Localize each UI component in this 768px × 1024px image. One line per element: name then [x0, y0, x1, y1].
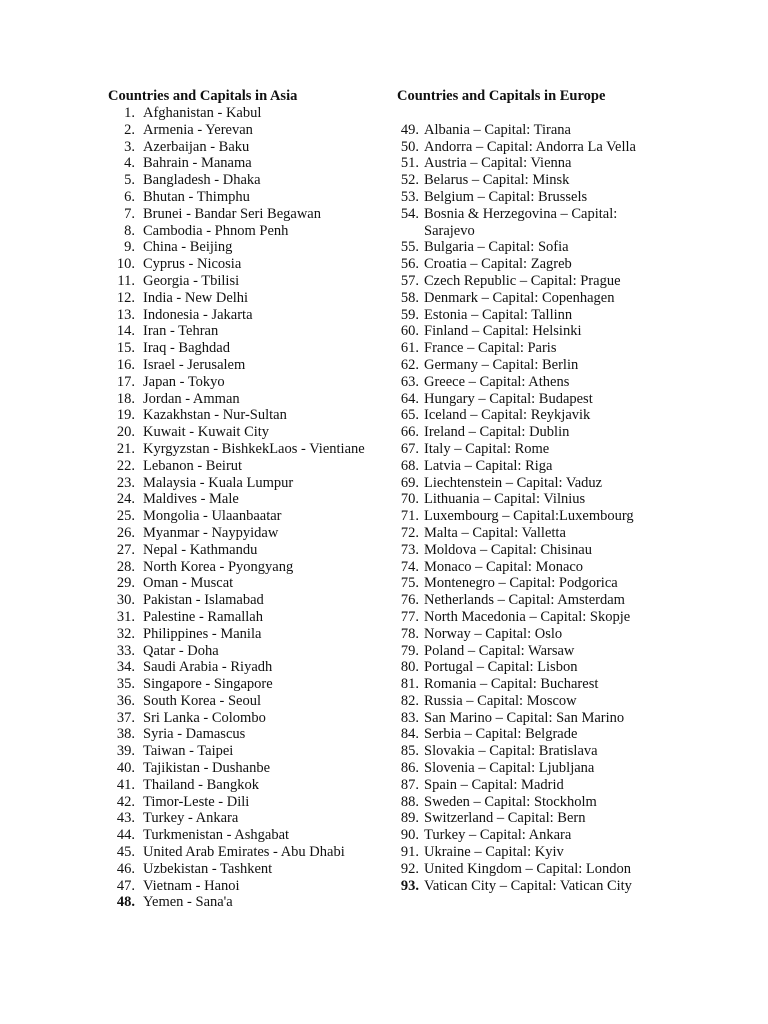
item-number: 85.: [400, 743, 419, 760]
asia-list-item: [108, 760, 393, 777]
item-number: 41.: [116, 776, 135, 793]
asia-list-item: [108, 626, 393, 643]
country-capital-text: Sweden – Capital: Stockholm: [424, 793, 597, 810]
europe-list-item: [397, 239, 697, 256]
country-capital-text: Russia – Capital: Moscow: [424, 692, 577, 709]
country-capital-text: Iraq - Baghdad: [143, 340, 230, 357]
item-number: 68.: [400, 457, 419, 474]
item-number: 78.: [400, 625, 419, 642]
item-number: 9.: [124, 239, 135, 256]
europe-list-item: [397, 374, 697, 391]
item-number: 29.: [116, 575, 135, 592]
item-number: 77.: [400, 608, 419, 625]
country-capital-text: Slovenia – Capital: Ljubljana: [424, 760, 595, 777]
asia-list-item: [108, 391, 393, 408]
country-capital-text: Italy – Capital: Rome: [424, 440, 550, 457]
europe-list-item: [397, 659, 697, 676]
item-number: 7.: [124, 205, 135, 222]
country-capital-text: Romania – Capital: Bucharest: [424, 676, 599, 693]
europe-list-item: [397, 139, 697, 156]
item-number: 22.: [116, 457, 135, 474]
country-capital-text: Denmark – Capital: Copenhagen: [424, 289, 615, 306]
item-number: 14.: [116, 323, 135, 340]
asia-list-item: [108, 105, 393, 122]
country-capital-text: Belarus – Capital: Minsk: [424, 172, 570, 189]
country-capital-text: Montenegro – Capital: Podgorica: [424, 575, 618, 592]
country-capital-text: Turkey – Capital: Ankara: [424, 827, 572, 844]
item-number: 58.: [400, 289, 419, 306]
asia-list-item: [108, 357, 393, 374]
country-capital-text: Latvia – Capital: Riga: [424, 457, 553, 474]
country-capital-text: Belgium – Capital: Brussels: [424, 188, 588, 205]
item-number: 84.: [400, 726, 419, 743]
country-capital-text: United Kingdom – Capital: London: [424, 860, 632, 877]
country-capital-text: China - Beijing: [143, 239, 233, 256]
country-capital-text: Georgia - Tbilisi: [143, 272, 240, 289]
asia-list-item: [108, 609, 393, 626]
item-number: 57.: [400, 272, 419, 289]
europe-list-item: [397, 407, 697, 424]
country-capital-text: Lithuania – Capital: Vilnius: [424, 491, 586, 508]
country-capital-text: Armenia - Yerevan: [143, 121, 253, 138]
country-capital-text: Azerbaijan - Baku: [143, 138, 250, 155]
asia-list-item: [108, 239, 393, 256]
item-number: 8.: [124, 222, 135, 239]
europe-list-item: [397, 256, 697, 273]
item-number: 25.: [116, 508, 135, 525]
country-capital-text: India - New Delhi: [143, 289, 249, 306]
country-capital-text: Andorra – Capital: Andorra La Vella: [424, 138, 636, 155]
country-capital-text: Thailand - Bangkok: [143, 776, 259, 793]
asia-list-item: [108, 726, 393, 743]
item-number: 53.: [400, 188, 419, 205]
item-number: 69.: [400, 474, 419, 491]
item-number: 71.: [400, 508, 419, 525]
asia-list-item: [108, 743, 393, 760]
europe-list-item: [397, 491, 697, 508]
asia-list-item: [108, 575, 393, 592]
item-number: 76.: [400, 592, 419, 609]
country-capital-text: Kuwait - Kuwait City: [143, 424, 270, 441]
item-number: 59.: [400, 306, 419, 323]
country-capital-text: Myanmar - Naypyidaw: [143, 524, 279, 541]
item-number: 36.: [116, 692, 135, 709]
country-capital-text: Switzerland – Capital: Bern: [424, 810, 586, 827]
country-capital-text: Czech Republic – Capital: Prague: [424, 272, 621, 289]
country-capital-text: Singapore - Singapore: [143, 676, 273, 693]
europe-list-item: [397, 726, 697, 743]
asia-list-item: [108, 542, 393, 559]
asia-list-item: [108, 458, 393, 475]
europe-list-item: [397, 290, 697, 307]
europe-list-item: [397, 760, 697, 777]
asia-list-item: [108, 256, 393, 273]
item-number: 2.: [124, 121, 135, 138]
country-capital-text: Monaco – Capital: Monaco: [424, 558, 584, 575]
item-number: 37.: [116, 709, 135, 726]
item-number: 90.: [400, 827, 419, 844]
asia-list-item: [108, 525, 393, 542]
item-number: 49.: [400, 121, 419, 138]
europe-list-item: [397, 273, 697, 290]
asia-list-item: [108, 861, 393, 878]
country-capital-text: Finland – Capital: Helsinki: [424, 323, 582, 340]
country-capital-text: Jordan - Amman: [143, 390, 240, 407]
europe-list-item: [397, 559, 697, 576]
country-capital-text: Poland – Capital: Warsaw: [424, 642, 575, 659]
item-number: 40.: [116, 760, 135, 777]
country-capital-text: Philippines - Manila: [143, 625, 262, 642]
europe-list-item: [397, 844, 697, 861]
country-capital-text: Austria – Capital: Vienna: [424, 155, 572, 172]
item-number: 50.: [400, 138, 419, 155]
country-capital-text: Sri Lanka - Colombo: [143, 709, 266, 726]
country-capital-text: Uzbekistan - Tashkent: [143, 860, 273, 877]
item-number: 19.: [116, 407, 135, 424]
item-number: 82.: [400, 692, 419, 709]
country-capital-text: Syria - Damascus: [143, 726, 246, 743]
europe-list-item: [397, 391, 697, 408]
item-number: 64.: [400, 390, 419, 407]
europe-list-item: [397, 794, 697, 811]
item-number: 28.: [116, 558, 135, 575]
country-capital-text: North Korea - Pyongyang: [143, 558, 294, 575]
item-number: 81.: [400, 676, 419, 693]
country-capital-text: Portugal – Capital: Lisbon: [424, 659, 578, 676]
country-capital-text: Bulgaria – Capital: Sofia: [424, 239, 569, 256]
item-number: 44.: [116, 827, 135, 844]
item-number: 56.: [400, 256, 419, 273]
item-number: 6.: [124, 188, 135, 205]
item-number: 45.: [116, 844, 135, 861]
item-number: 61.: [400, 340, 419, 357]
item-number: 79.: [400, 642, 419, 659]
asia-list-item: [108, 592, 393, 609]
item-number: 73.: [400, 541, 419, 558]
country-capital-text: Bangladesh - Dhaka: [143, 172, 261, 189]
europe-list-item: [397, 424, 697, 441]
country-capital-text: Bahrain - Manama: [143, 155, 252, 172]
item-number: 47.: [116, 877, 135, 894]
asia-list-item: [108, 827, 393, 844]
item-number: 23.: [116, 474, 135, 491]
country-capital-text: Moldova – Capital: Chisinau: [424, 541, 592, 558]
item-number: 74.: [400, 558, 419, 575]
item-number: 18.: [116, 390, 135, 407]
asia-list-item: [108, 407, 393, 424]
item-number: 89.: [400, 810, 419, 827]
country-capital-text: Liechtenstein – Capital: Vaduz: [424, 474, 603, 491]
country-capital-text: Ireland – Capital: Dublin: [424, 424, 570, 441]
asia-list-item: [108, 491, 393, 508]
country-capital-text: Qatar - Doha: [143, 642, 219, 659]
item-number: 11.: [117, 272, 135, 289]
item-number: 87.: [400, 776, 419, 793]
item-number: 63.: [400, 373, 419, 390]
country-capital-text: Hungary – Capital: Budapest: [424, 390, 593, 407]
europe-column: [397, 88, 697, 894]
country-capital-text: Palestine - Ramallah: [143, 608, 263, 625]
item-number: 70.: [400, 491, 419, 508]
country-capital-text: Iceland – Capital: Reykjavik: [424, 407, 591, 424]
country-capital-text: Luxembourg – Capital:Luxembourg: [424, 508, 634, 525]
asia-list-item: [108, 878, 393, 895]
europe-list-item: [397, 357, 697, 374]
asia-list: [108, 105, 393, 911]
europe-list-item: [397, 542, 697, 559]
europe-list-item: [397, 122, 697, 139]
item-number: 72.: [400, 524, 419, 541]
country-capital-text: Turkmenistan - Ashgabat: [143, 827, 290, 844]
europe-list-item: [397, 693, 697, 710]
europe-list-item: [397, 861, 697, 878]
country-capital-text: Kyrgyzstan - BishkekLaos - Vientiane: [143, 440, 365, 457]
item-number: 39.: [116, 743, 135, 760]
asia-column: [108, 88, 393, 911]
item-number: 42.: [116, 793, 135, 810]
country-capital-text: Mongolia - Ulaanbaatar: [143, 508, 282, 525]
country-capital-text: North Macedonia – Capital: Skopje: [424, 608, 631, 625]
europe-list-item: [397, 827, 697, 844]
country-capital-text: Israel - Jerusalem: [143, 356, 246, 373]
asia-list-item: [108, 441, 393, 458]
item-number: 48.: [116, 894, 135, 911]
country-capital-text: Saudi Arabia - Riyadh: [143, 659, 273, 676]
country-capital-text: Spain – Capital: Madrid: [424, 776, 564, 793]
item-number: 66.: [400, 424, 419, 441]
country-capital-text: Cyprus - Nicosia: [143, 256, 242, 273]
country-capital-text: Timor-Leste - Dili: [143, 793, 250, 810]
item-number: 80.: [400, 659, 419, 676]
asia-list-item: [108, 559, 393, 576]
europe-heading-gap: [397, 105, 697, 122]
item-number: 31.: [116, 608, 135, 625]
asia-list-item: [108, 810, 393, 827]
country-capital-text: Tajikistan - Dushanbe: [143, 760, 271, 777]
asia-list-item: [108, 189, 393, 206]
europe-list-item: [397, 643, 697, 660]
europe-list-item: [397, 340, 697, 357]
item-number: 12.: [116, 289, 135, 306]
asia-list-item: [108, 676, 393, 693]
europe-list-item: [397, 441, 697, 458]
item-number: 27.: [116, 541, 135, 558]
asia-list-item: [108, 206, 393, 223]
europe-list-item: [397, 458, 697, 475]
asia-list-item: [108, 374, 393, 391]
item-number: 60.: [400, 323, 419, 340]
item-number: 33.: [116, 642, 135, 659]
item-number: 35.: [116, 676, 135, 693]
europe-list-item: [397, 592, 697, 609]
europe-list-item: [397, 525, 697, 542]
item-number: 75.: [400, 575, 419, 592]
country-capital-text: Nepal - Kathmandu: [143, 541, 258, 558]
europe-list-item: [397, 206, 697, 240]
country-capital-text: Ukraine – Capital: Kyiv: [424, 844, 564, 861]
asia-list-item: [108, 777, 393, 794]
europe-list-item: [397, 609, 697, 626]
country-capital-text: Netherlands – Capital: Amsterdam: [424, 592, 625, 609]
asia-list-item: [108, 172, 393, 189]
country-capital-text: Brunei - Bandar Seri Begawan: [143, 205, 321, 222]
item-number: 54.: [400, 205, 419, 222]
item-number: 51.: [400, 155, 419, 172]
europe-list-item: [397, 323, 697, 340]
asia-list-item: [108, 122, 393, 139]
item-number: 91.: [400, 844, 419, 861]
country-capital-text: Albania – Capital: Tirana: [424, 121, 571, 138]
europe-heading: Countries and Capitals in Europe: [397, 88, 606, 104]
item-number: 43.: [116, 810, 135, 827]
item-number: 55.: [400, 239, 419, 256]
item-number: 10.: [116, 256, 135, 273]
item-number: 46.: [116, 860, 135, 877]
item-number: 15.: [116, 340, 135, 357]
europe-list-item: [397, 575, 697, 592]
country-capital-text: Malaysia - Kuala Lumpur: [143, 474, 294, 491]
item-number: 4.: [124, 155, 135, 172]
item-number: 92.: [400, 860, 419, 877]
asia-list-item: [108, 290, 393, 307]
asia-list-item: [108, 223, 393, 240]
country-capital-text: Pakistan - Islamabad: [143, 592, 264, 609]
asia-list-item: [108, 693, 393, 710]
item-number: 65.: [400, 407, 419, 424]
country-capital-text: Yemen - Sana'a: [143, 894, 233, 911]
item-number: 26.: [116, 524, 135, 541]
country-capital-text: Malta – Capital: Valletta: [424, 524, 566, 541]
europe-list-item: [397, 710, 697, 727]
europe-list: [397, 122, 697, 895]
country-capital-text: Japan - Tokyo: [143, 373, 225, 390]
country-capital-text: France – Capital: Paris: [424, 340, 557, 357]
country-capital-text: Slovakia – Capital: Bratislava: [424, 743, 598, 760]
europe-list-item: [397, 626, 697, 643]
country-capital-text: Kazakhstan - Nur-Sultan: [143, 407, 287, 424]
country-capital-text: South Korea - Seoul: [143, 692, 261, 709]
asia-list-item: [108, 508, 393, 525]
country-capital-text: Iran - Tehran: [143, 323, 219, 340]
europe-list-item: [397, 189, 697, 206]
country-capital-text: Serbia – Capital: Belgrade: [424, 726, 578, 743]
item-number: 3.: [124, 138, 135, 155]
country-capital-text: Indonesia - Jakarta: [143, 306, 253, 323]
item-number: 20.: [116, 424, 135, 441]
item-number: 34.: [116, 659, 135, 676]
country-capital-text: Vatican City – Capital: Vatican City: [424, 877, 632, 894]
item-number: 30.: [116, 592, 135, 609]
europe-list-item: [397, 307, 697, 324]
europe-list-item: [397, 777, 697, 794]
country-capital-text: Cambodia - Phnom Penh: [143, 222, 289, 239]
item-number: 62.: [400, 356, 419, 373]
asia-list-item: [108, 710, 393, 727]
country-capital-text: Bhutan - Thimphu: [143, 188, 250, 205]
item-number: 38.: [116, 726, 135, 743]
country-capital-text: Estonia – Capital: Tallinn: [424, 306, 573, 323]
country-capital-text: Norway – Capital: Oslo: [424, 625, 563, 642]
country-capital-text: United Arab Emirates - Abu Dhabi: [143, 844, 345, 861]
item-number: 17.: [116, 373, 135, 390]
asia-list-item: [108, 659, 393, 676]
country-capital-text: Taiwan - Taipei: [143, 743, 234, 760]
country-capital-text: Bosnia & Herzegovina – Capital: Sarajevo: [424, 205, 618, 239]
asia-list-item: [108, 894, 393, 911]
asia-list-item: [108, 844, 393, 861]
asia-list-item: [108, 307, 393, 324]
item-number: 83.: [400, 709, 419, 726]
europe-list-item: [397, 878, 697, 895]
item-number: 67.: [400, 440, 419, 457]
asia-list-item: [108, 424, 393, 441]
item-number: 86.: [400, 760, 419, 777]
asia-heading: Countries and Capitals in Asia: [108, 88, 298, 104]
item-number: 13.: [116, 306, 135, 323]
item-number: 52.: [400, 172, 419, 189]
country-capital-text: Afghanistan - Kabul: [143, 105, 262, 121]
item-number: 16.: [116, 356, 135, 373]
europe-list-item: [397, 743, 697, 760]
asia-list-item: [108, 643, 393, 660]
item-number: 5.: [124, 172, 135, 189]
country-capital-text: Turkey - Ankara: [143, 810, 239, 827]
asia-list-item: [108, 323, 393, 340]
item-number: 24.: [116, 491, 135, 508]
country-capital-text: Lebanon - Beirut: [143, 457, 243, 474]
item-number: 93.: [400, 877, 419, 894]
country-capital-text: San Marino – Capital: San Marino: [424, 709, 625, 726]
europe-list-item: [397, 508, 697, 525]
europe-list-item: [397, 810, 697, 827]
asia-list-item: [108, 475, 393, 492]
europe-list-item: [397, 155, 697, 172]
item-number: 21.: [116, 440, 135, 457]
country-capital-text: Croatia – Capital: Zagreb: [424, 256, 572, 273]
country-capital-text: Germany – Capital: Berlin: [424, 356, 579, 373]
asia-list-item: [108, 139, 393, 156]
asia-list-item: [108, 340, 393, 357]
country-capital-text: Vietnam - Hanoi: [143, 877, 240, 894]
item-number: 1.: [124, 105, 135, 121]
country-capital-text: Maldives - Male: [143, 491, 239, 508]
item-number: 88.: [400, 793, 419, 810]
asia-list-item: [108, 794, 393, 811]
europe-list-item: [397, 475, 697, 492]
item-number: 32.: [116, 625, 135, 642]
europe-list-item: [397, 172, 697, 189]
asia-list-item: [108, 155, 393, 172]
country-capital-text: Greece – Capital: Athens: [424, 373, 570, 390]
europe-list-item: [397, 676, 697, 693]
asia-list-item: [108, 273, 393, 290]
country-capital-text: Oman - Muscat: [143, 575, 234, 592]
